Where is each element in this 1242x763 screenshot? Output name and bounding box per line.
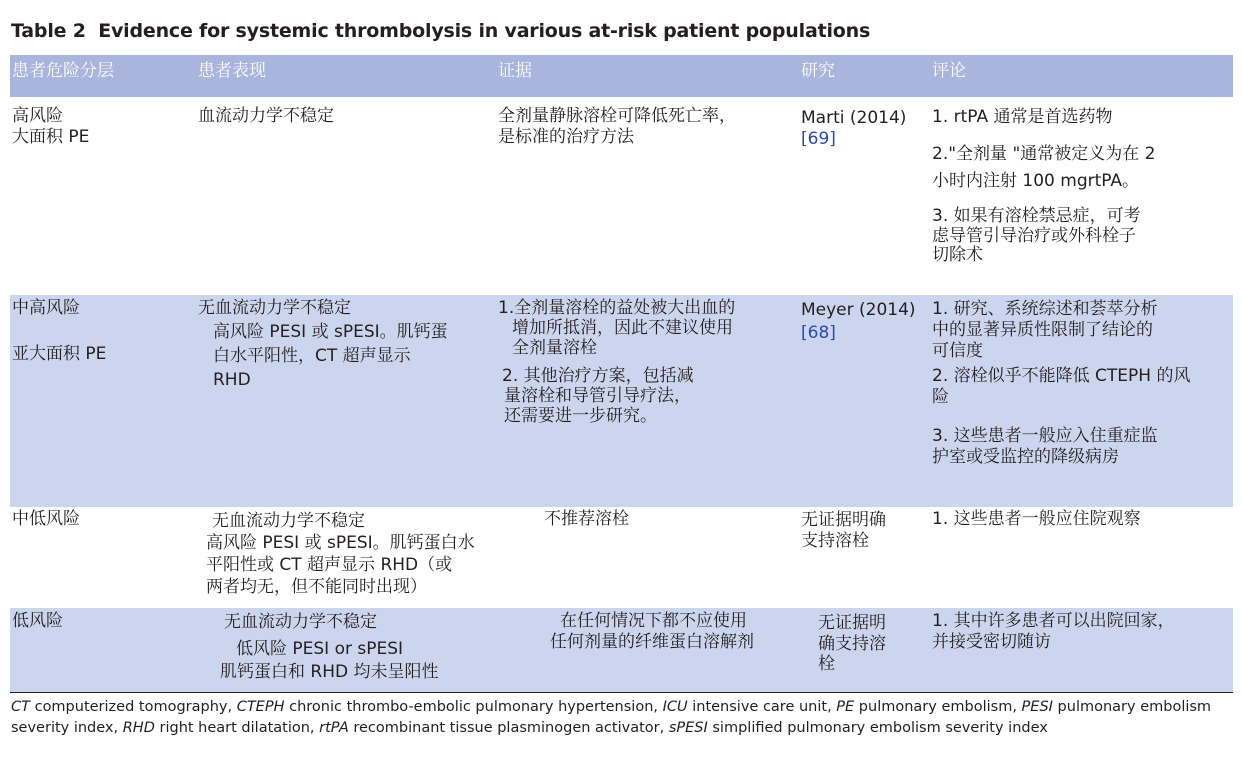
comment-line: 1. 其中许多患者可以出院回家， [932,611,1175,631]
comment-line: 2."全剂量 "通常被定义为在 2 [932,144,1156,164]
footnote-def: recombinant tissue plasminogen activator, [348,720,669,736]
evidence-line: 是标准的治疗方法 [498,127,634,147]
evidence-line: 1.全剂量溶栓的益处被大出血的 [498,298,736,318]
footnote-def: right heart dilatation, [154,720,320,736]
footnote-def: simplified pulmonary embolism severity index [707,720,1048,736]
evidence-line: 还需要进一步研究。 [504,406,657,426]
presentation-line: 白水平阳性，CT 超声显示 [213,346,411,366]
risk-line: 亚大面积 PE [12,344,107,364]
presentation-line: 平阳性或 CT 超声显示 RHD（或 [206,555,453,575]
comment-line: 2. 溶栓似乎不能降低 CTEPH 的风 [932,366,1191,386]
footnote-def: computerized tomography, [29,699,237,715]
evidence-cell [498,611,754,653]
comment-line: 1. rtPA 通常是首选药物 [932,107,1113,127]
risk-cell [12,611,63,632]
presentation-line: 无血流动力学不稳定 [212,511,365,531]
footnote-abbr: PESI [1021,699,1053,715]
reference-link[interactable]: [69] [801,129,836,149]
evidence-line: 全剂量溶栓 [512,338,597,358]
comments-cell [932,107,1155,264]
table-row [10,507,1233,608]
table-row [10,97,1233,295]
footnote-abbr: CTEPH [236,699,285,715]
footnote-def: severity index, [11,720,123,736]
presentation-line: 高风险 PESI 或 sPESI。肌钙蛋 [213,322,448,342]
study-line: 支持溶栓 [801,531,869,551]
presentation-cell [198,106,334,127]
header-study: 研究 [801,61,835,81]
study-line: 确支持溶 [818,634,886,654]
risk-cell [12,298,106,365]
header-risk: 患者危险分层 [12,61,114,81]
comment-line: 可信度 [932,341,983,361]
comment-line: 切除术 [932,245,983,265]
evidence-cell [498,106,736,148]
footnote-line-1 [11,697,1211,718]
table-header-row [10,55,1233,97]
presentation-line: 无血流动力学不稳定 [224,612,377,632]
header-evidence: 证据 [498,61,532,81]
evidence-line: 全剂量静脉溶栓可降低死亡率， [498,106,736,126]
header-presentation: 患者表现 [198,61,266,81]
footnote-abbr: RHD [122,720,155,736]
table-title [11,20,870,42]
evidence-line: 量溶栓和导管引导疗法， [504,386,691,406]
footnote-abbr: ICU [662,699,688,715]
presentation-line: 低风险 PESI or sPESI [236,639,404,659]
comment-line: 3. 这些患者一般应入住重症监 [932,426,1158,446]
presentation-line: 高风险 PESI 或 sPESI。肌钙蛋白水 [206,533,475,553]
table-bottom-rule [10,692,1233,693]
header-comments: 评论 [932,61,966,81]
study-cell [801,300,916,344]
footnote-abbr: sPESI [668,720,708,736]
evidence-line: 2. 其他治疗方案，包括减 [502,366,694,386]
comments-cell [932,509,1141,530]
presentation-cell [198,298,448,391]
risk-line: 低风险 [12,611,63,631]
study-cell [801,510,886,552]
comment-line: 并接受密切随访 [932,632,1051,652]
risk-line: 中低风险 [12,509,80,529]
comment-line: 小时内注射 100 mgrtPA。 [932,171,1140,191]
comments-cell [932,611,1175,653]
risk-cell [12,106,89,148]
risk-line: 高风险 [12,106,63,126]
risk-line: 中高风险 [12,298,80,318]
footnote-def: chronic thrombo-embolic pulmonary hypertension, [284,699,663,715]
study-line: 无证据明确 [801,510,886,530]
comment-line: 护室或受监控的降级病房 [932,447,1119,467]
presentation-line: RHD [213,370,251,390]
footnote-def: intensive care unit, [687,699,837,715]
study-cell [818,613,886,673]
table-caption: Evidence for systemic thrombolysis in various at-risk patient populations [98,20,871,42]
presentation-line: 血流动力学不稳定 [198,106,334,126]
table-row [10,608,1233,692]
study-line: 无证据明 [818,613,886,633]
footnote-def: pulmonary embolism, [854,699,1022,715]
study-name: Marti (2014) [801,108,907,128]
presentation-line: 肌钙蛋白和 RHD 均未呈阳性 [220,662,439,682]
evidence-cell [498,298,735,426]
comment-line: 3. 如果有溶栓禁忌症，可考 [932,206,1141,226]
study-name: Meyer (2014) [801,300,916,320]
evidence-line: 在任何情况下都不应使用 [560,611,747,631]
study-line: 栓 [818,654,835,674]
comment-line: 中的显著异质性限制了结论的 [932,320,1153,340]
comment-line: 1. 研究、系统综述和荟萃分析 [932,299,1158,319]
reference-link[interactable]: [68] [801,323,836,343]
presentation-line: 无血流动力学不稳定 [198,298,351,318]
evidence-line: 不推荐溶栓 [544,509,629,529]
risk-line: 大面积 PE [12,127,90,147]
footnote-abbr: rtPA [319,720,349,736]
presentation-line: 两者均无，但不能同时出现） [206,577,427,597]
study-cell [801,108,906,150]
footnote-def: pulmonary embolism [1052,699,1212,715]
evidence-cell [544,509,629,530]
evidence-line: 增加所抵消，因此不建议使用 [512,318,733,338]
comment-line: 虑导管引导治疗或外科栓子 [932,226,1136,246]
footnote-abbr: CT [11,699,30,715]
table-number: Table 2 [11,20,86,42]
presentation-cell [198,510,475,598]
evidence-line: 任何剂量的纤维蛋白溶解剂 [550,632,754,652]
footnote-line-2 [11,718,1048,739]
comment-line: 1. 这些患者一般应住院观察 [932,509,1141,529]
presentation-cell [198,611,439,684]
comments-cell [932,299,1190,468]
comment-line: 险 [932,387,949,407]
footnote-abbr: PE [836,699,855,715]
table-row [10,295,1233,507]
risk-cell [12,509,80,530]
